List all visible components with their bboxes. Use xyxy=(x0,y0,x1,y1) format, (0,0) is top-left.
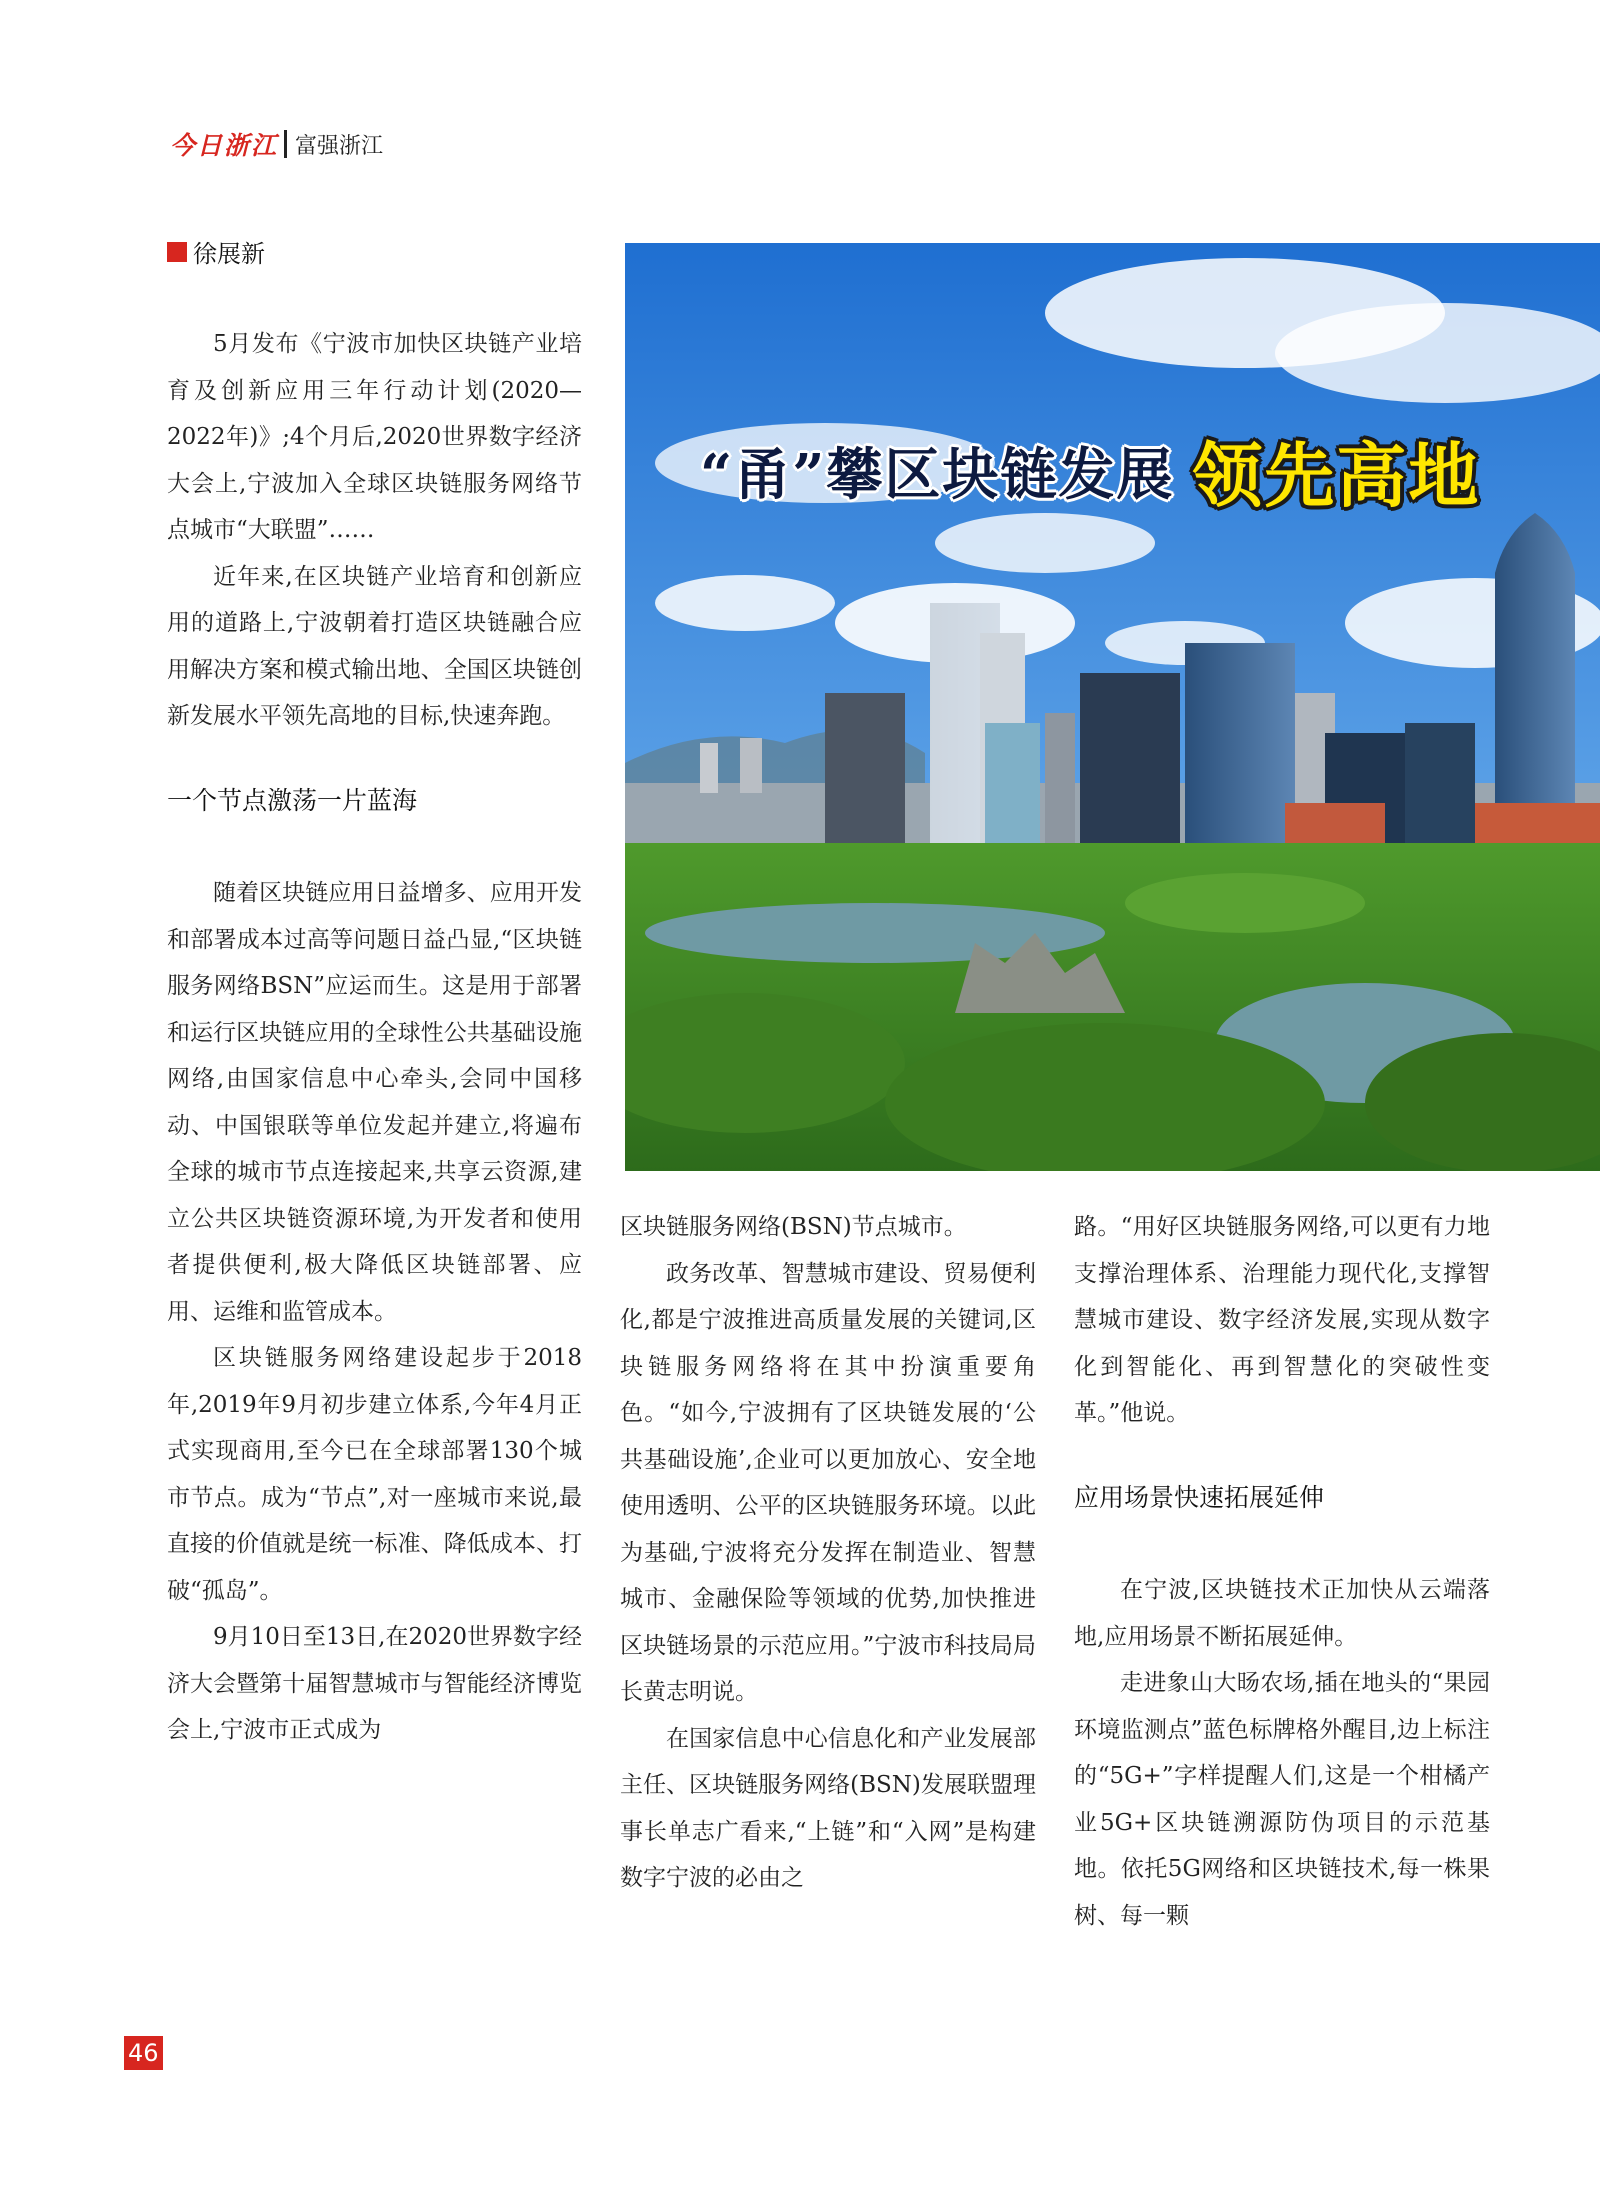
paragraph: 5月发布《宁波市加快区块链产业培育及创新应用三年行动计划(2020—2022年)》;4个月后,2020世界数字经济大会上,宁波加入全球区块链服务网络节点城市“大联盟”…… xyxy=(167,331,582,543)
city-skyline-photo xyxy=(625,243,1600,1171)
paragraph: 在宁波,区块链技术正加快从云端落地,应用场景不断拓展延伸。 xyxy=(1074,1577,1490,1650)
title-accent-text: 领先高地 xyxy=(1192,435,1481,517)
header-divider xyxy=(284,130,287,158)
paragraph: 路。“用好区块链服务网络,可以更有力地支撑治理体系、治理能力现代化,支撑智慧城市建设、数字经济发展,实现从数字化到智能化、再到智慧化的突破性变革。”他说。 xyxy=(1074,1214,1490,1426)
article-column-1 xyxy=(167,321,582,1754)
paragraph: 在国家信息中心信息化和产业发展部主任、区块链服务网络(BSN)发展联盟理事长单志广看来,“上链”和“入网”是构建数字宁波的必由之 xyxy=(620,1725,1036,1891)
section-heading: 应用场景快速拓展延伸 xyxy=(1074,1482,1325,1512)
magazine-logo: 今日浙江 xyxy=(170,131,279,160)
page-number: 46 xyxy=(124,2036,163,2070)
author-marker-icon xyxy=(167,242,187,262)
title-main-text: “甬”攀区块链发展 xyxy=(700,441,1175,508)
paragraph: 9月10日至13日,在2020世界数字经济大会暨第十届智慧城市与智能经济博览会上,宁波市正式成为 xyxy=(167,1624,583,1743)
magazine-header xyxy=(170,124,383,164)
article-column-3 xyxy=(1074,1204,1490,1939)
article-title xyxy=(700,420,1480,521)
article-column-2 xyxy=(620,1204,1036,1902)
paragraph: 政务改革、智慧城市建设、贸易便利化,都是宁波推进高质量发展的关键词,区块链服务网络将在其中扮演重要角色。“如今,宁波拥有了区块链发展的‘公共基础设施’,企业可以更加放心、安全地使用透明、公平的区块链服务环境。以此为基础,宁波将充分发挥在制造业、智慧城市、金融保险等领域的优势,加快推进区块链场景的示范应用。”宁波市科技局局长黄志明说。 xyxy=(620,1260,1036,1705)
section-heading: 一个节点激荡一片蓝海 xyxy=(167,785,418,815)
paragraph: 走进象山大旸农场,插在地头的“果园环境监测点”蓝色标牌格外醒目,边上标注的“5G+”字样提醒人们,这是一个柑橘产业5G+区块链溯源防伪项目的示范基地。依托5G网络和区块链技术,每一株果树、每一颗 xyxy=(1074,1670,1490,1929)
paragraph: 随着区块链应用日益增多、应用开发和部署成本过高等问题日益凸显,“区块链服务网络BSN”应运而生。这是用于部署和运行区块链应用的全球性公共基础设施网络,由国家信息中心牵头,会同中国移动、中国银联等单位发起并建立,将遍布全球的城市节点连接起来,共享云资源,建立公共区块链资源环境,为开发者和使用者提供便利,极大降低区块链部署、应用、运维和监管成本。 xyxy=(167,880,582,1325)
author-byline xyxy=(167,234,265,269)
author-name: 徐展新 xyxy=(193,240,265,268)
paragraph: 近年来,在区块链产业培育和创新应用的道路上,宁波朝着打造区块链融合应用解决方案和模式输出地、全国区块链创新发展水平领先高地的目标,快速奔跑。 xyxy=(167,563,582,729)
section-name: 富强浙江 xyxy=(295,133,384,159)
paragraph: 区块链服务网络(BSN)节点城市。 xyxy=(620,1214,967,1240)
paragraph: 区块链服务网络建设起步于2018年,2019年9月初步建立体系,今年4月正式实现商用,至今已在全球部署130个城市节点。成为“节点”,对一座城市来说,最直接的价值就是统一标准、降低成本、打破“孤岛”。 xyxy=(167,1345,582,1604)
